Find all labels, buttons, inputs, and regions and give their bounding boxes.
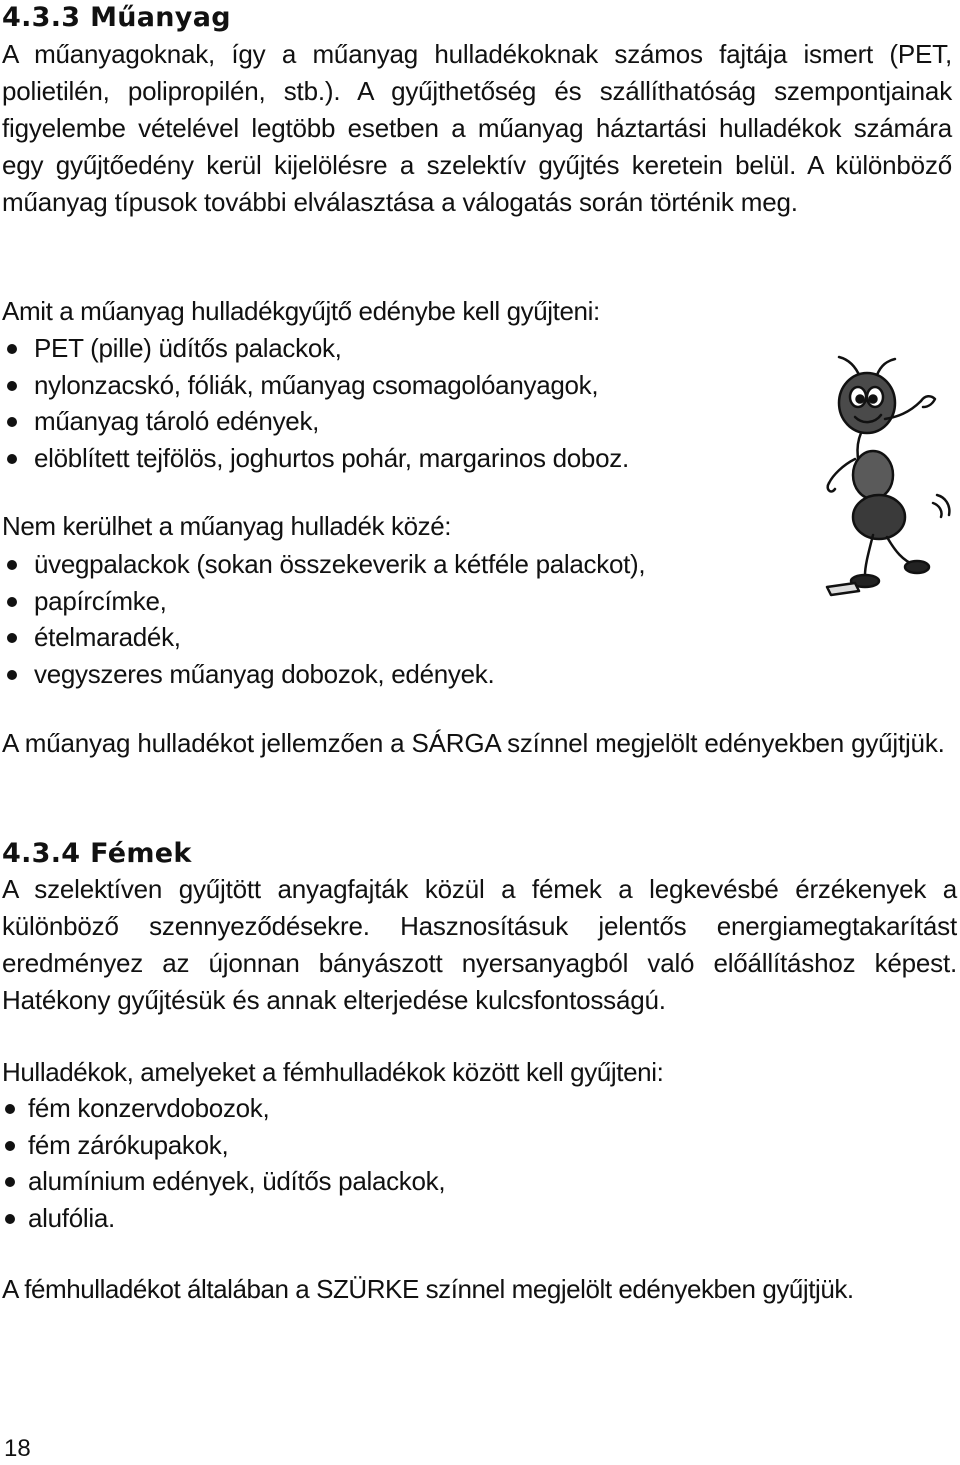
list-item: papírcímke, [2,583,645,620]
section-title: Műanyag [90,2,231,33]
metal-color-note: A fémhulladékot általában a SZÜRKE színnel megjelölt edényekben gyűjtjük. [2,1274,854,1304]
plastic-intro-paragraph: A műanyagoknak, így a műanyag hulladékoknak számos fajtája ismert (PET, polietilén, polipropilén, stb.). A gyűjthetőség és szállíthatóság szempontjainak figyelembe vételével legtöbb esetben a műanyag háztartási hulladékok számára egy gyűjtőedény kerül kijelölésre a szelektív gyűjtés keretein belül. A különböző műanyag típusok további elválasztása a válogatás során történik meg. [2,39,952,217]
list-item: üvegpalackok (sokan összekeverik a kétféle palackot), [2,546,645,583]
list-item: műanyag tároló edények, [2,403,629,440]
list-item: nylonzacskó, fóliák, műanyag csomagolóanyagok, [2,367,629,404]
plastic-color-note: A műanyag hulladékot jellemzően a SÁRGA színnel megjelölt edényekben gyűjtjük. [2,728,945,758]
list-item: PET (pille) üdítős palackok, [2,330,629,367]
section-heading-plastic [2,2,231,34]
plastic-exclude-label: Nem kerülhet a műanyag hulladék közé: [2,511,452,541]
metal-collect-label: Hulladékok, amelyeket a fémhulladékok között kell gyűjteni: [2,1057,664,1087]
plastic-collect-label: Amit a műanyag hulladékgyűjtő edénybe kell gyűjteni: [2,296,600,326]
list-item: fém zárókupakok, [2,1127,445,1164]
list-item: elöblített tejfölös, joghurtos pohár, margarinos doboz. [2,440,629,477]
plastic-exclude-list [2,546,645,692]
list-item: fém konzervdobozok, [2,1090,445,1127]
list-item: alufólia. [2,1200,445,1237]
section-title: Fémek [90,838,192,869]
list-item: ételmaradék, [2,619,645,656]
section-number: 4.3.4 [2,838,81,869]
section-heading-metal [2,838,192,870]
list-item: alumínium edények, üdítős palackok, [2,1163,445,1200]
list-item: vegyszeres műanyag dobozok, edények. [2,656,645,693]
metal-intro-paragraph: A szelektíven gyűjtött anyagfajták közül a fémek a legkevésbé érzékenyek a különböző szennyeződésekre. Hasznosításuk jelentős energiamegtakarítást eredményez az újonnan bányászott nyersanyagból való előállításhoz képest. Hatékony gyűjtésük és annak elterjedése kulcsfontosságú. [2,874,957,1015]
section-number: 4.3.3 [2,2,81,33]
page-number: 18 [4,1435,31,1462]
metal-collect-list [2,1090,445,1236]
plastic-collect-list [2,330,629,476]
ant-mascot-icon [825,355,960,600]
